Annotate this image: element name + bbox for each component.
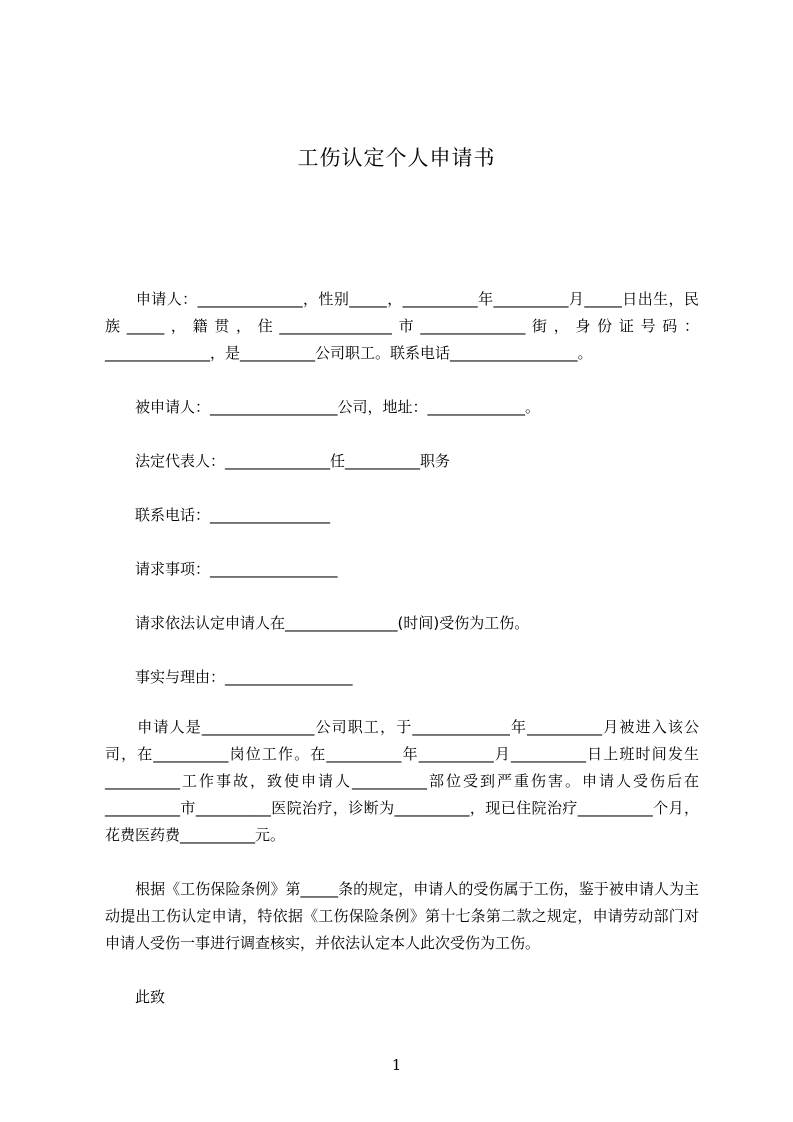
document-title: 工伤认定个人申请书 [297,146,496,170]
paragraph-legal-representative: 法定代表人：______________任__________职务 [105,452,451,470]
page-number: 1 [391,1056,402,1074]
paragraph-facts-body: 申请人是_______________公司职工，于_____________年__________月被进入该公司，在__________岗位工作。在__________年__________月__________日上班时间发生__________工作事故，致使申请人__________部位受到严重伤害。申请人受伤后在__________市__________医院治疗，诊断为__________，现已住院治疗__________个月，花费医药费__________元。 [105,718,699,844]
paragraph-respondent: 被申请人：_________________公司，地址：_____________。 [105,398,541,416]
paragraph-applicant: 申请人：______________，性别_____，__________年__________月_____日出生，民族_____，籍贯，住_______________市______________街，身份证号码：______________，是__________公司职工。联系电话_________________。 [105,290,699,362]
paragraph-contact-phone: 联系电话：________________ [105,506,331,524]
paragraph-legal-basis: 根据《工伤保险条例》第_____条的规定，申请人的受伤属于工伤，鉴于被申请人为主动提出工伤认定申请，特依据《工伤保险条例》第十七条第二款之规定，申请劳动部门对申请人受伤一事进行调查核实，并依法认定本人此次受伤为工伤。 [105,880,699,952]
paragraph-facts-heading: 事实与理由：_________________ [105,668,353,686]
paragraph-closing: 此致 [105,988,166,1006]
paragraph-request-items: 请求事项：_________________ [105,560,338,578]
paragraph-request-recognition: 请求依法认定申请人在_______________(时间)受伤为工伤。 [105,614,530,632]
